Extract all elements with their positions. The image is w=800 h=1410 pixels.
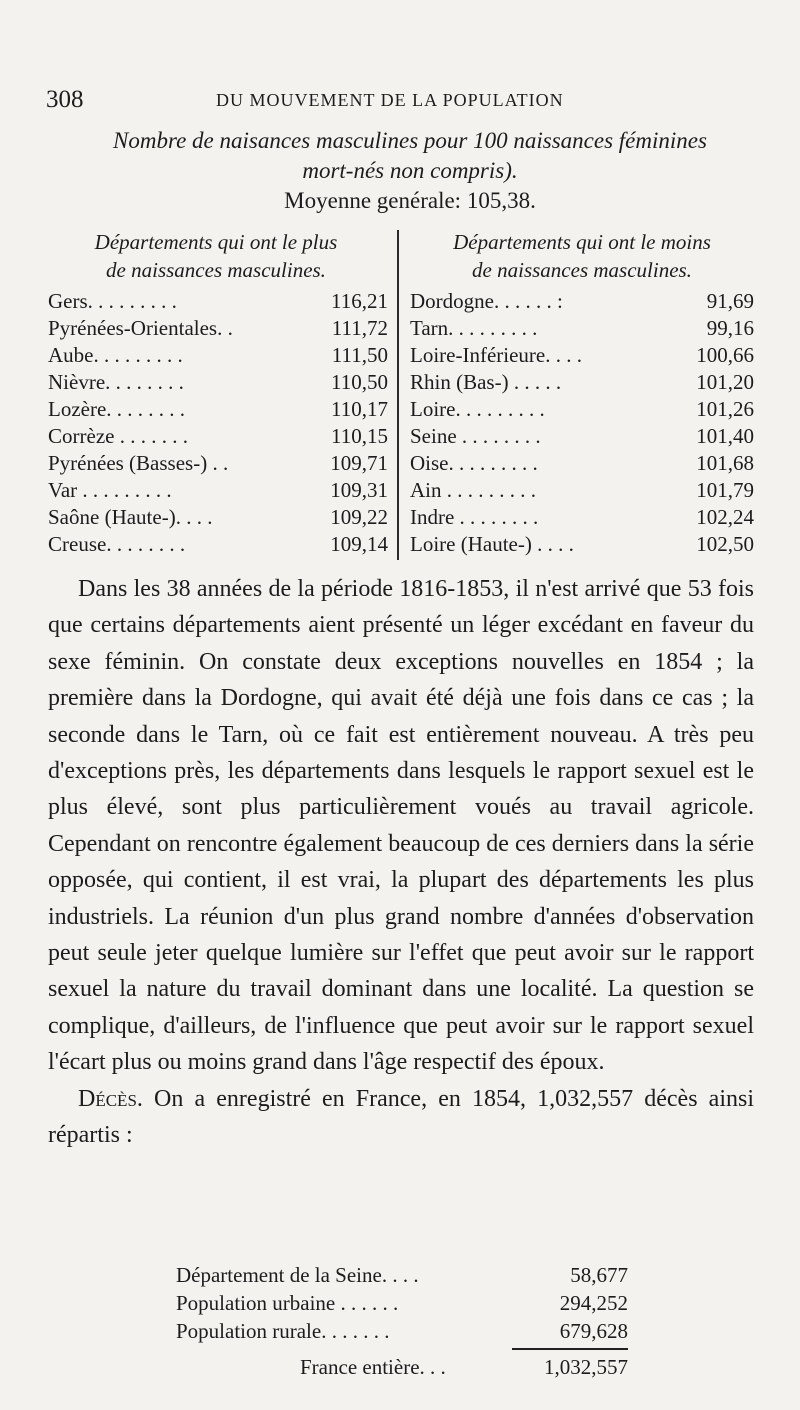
table-row <box>410 423 754 450</box>
left-heading-line-1: Départements qui ont le plus <box>94 230 338 254</box>
department-name: Ain . . . . . . . . . <box>410 478 536 502</box>
running-title: DU MOUVEMENT DE LA POPULATION <box>216 90 564 110</box>
general-average: Moyenne genérale: 105,38. <box>284 188 536 213</box>
table-row <box>410 342 754 369</box>
sum-rule <box>512 1348 628 1350</box>
department-name: Lozère. . . . . . . . <box>48 397 186 421</box>
ratio-value: 101,40 <box>696 424 754 448</box>
table-row <box>410 450 754 477</box>
table-row <box>410 531 754 558</box>
department-name: Dordogne. . . . . . : <box>410 289 563 313</box>
ratio-value: 110,50 <box>331 370 388 394</box>
right-heading-line-1: Départements qui ont le moins <box>453 230 711 254</box>
table-row <box>410 369 754 396</box>
table-row <box>410 477 754 504</box>
table-row <box>410 315 754 342</box>
page-header <box>46 86 760 120</box>
right-heading-line-2: de naissances masculines. <box>472 258 692 282</box>
department-name: Nièvre. . . . . . . . <box>48 370 184 394</box>
ratio-value: 101,20 <box>696 370 754 394</box>
column-divider <box>397 230 399 560</box>
table-row <box>48 369 388 396</box>
table-row <box>48 288 388 315</box>
ratio-value: 101,68 <box>696 451 754 475</box>
table-row <box>48 477 388 504</box>
deaths-summary <box>176 1262 628 1382</box>
left-column-heading <box>46 228 386 284</box>
table-row <box>48 396 388 423</box>
table-row <box>410 504 754 531</box>
department-name: Loire-Inférieure. . . . <box>410 343 582 367</box>
department-name: Seine . . . . . . . . <box>410 424 541 448</box>
summary-row <box>176 1318 628 1345</box>
left-heading-line-2: de naissances masculines. <box>106 258 326 282</box>
total-label: France entière. . . <box>300 1355 446 1379</box>
department-name: Oise. . . . . . . . . <box>410 451 538 475</box>
department-name: Saône (Haute-). . . . <box>48 505 213 529</box>
table-row <box>48 342 388 369</box>
department-name: Gers. . . . . . . . . <box>48 289 177 313</box>
summary-value: 58,677 <box>570 1263 628 1287</box>
table-row <box>410 396 754 423</box>
table-row <box>48 450 388 477</box>
summary-row <box>176 1262 628 1289</box>
summary-value: 679,628 <box>559 1319 628 1343</box>
department-name: Rhin (Bas-) . . . . . <box>410 370 562 394</box>
department-name: Aube. . . . . . . . . <box>48 343 183 367</box>
table-row <box>410 288 754 315</box>
ratio-value: 109,31 <box>330 478 388 502</box>
table-row <box>48 504 388 531</box>
department-name: Corrèze . . . . . . . <box>48 424 188 448</box>
table-row <box>48 315 388 342</box>
ratio-value: 110,15 <box>331 424 388 448</box>
department-name: Creuse. . . . . . . . <box>48 532 186 556</box>
paragraph-sex-ratio: Dans les 38 années de la période 1816-1853, il n'est arrivé que 53 fois que certains départements aient présenté un léger excédant en faveur du sexe féminin. On constate deux exceptions nouvelles en 1854 ; la première dans la Dordogne, qui avait été déjà une fois dans ce cas ; la seconde dans le Tarn, où ce fait est entièrement nouveau. A très peu d'exceptions près, les départements dans lesquels le rapport sexuel est le plus élevé, sont plus particulièrement voués au travail agricole. Cependant on rencontre également beaucoup de ces derniers dans la série opposée, qui contient, il est vrai, la plupart des départements les plus industriels. La réunion d'un plus grand nombre d'années d'observation peut seule jeter quelque lumière sur l'effet que peut avoir sur le rapport sexuel la nature du travail dominant dans une localité. La question se complique, d'ailleurs, de l'influence que peut avoir sur le rapport sexuel l'écart plus ou moins grand dans l'âge respectif des époux. <box>48 576 754 1076</box>
deces-heading: Décès. <box>78 1085 143 1112</box>
summary-value: 294,252 <box>559 1291 628 1315</box>
table-row <box>48 531 388 558</box>
ratio-value: 99,16 <box>706 316 754 340</box>
table-row <box>48 423 388 450</box>
ratio-value: 111,72 <box>331 316 388 340</box>
ratio-value: 109,22 <box>330 505 388 529</box>
table-caption-line-1: Nombre de naisances masculines pour 100 naissances féminines <box>113 128 707 153</box>
department-name: Loire (Haute-) . . . . <box>410 532 574 556</box>
ratio-value: 116,21 <box>331 289 388 313</box>
table-caption-line-2: mort-nés non compris). <box>302 158 518 183</box>
department-name: Var . . . . . . . . . <box>48 478 172 502</box>
department-name: Tarn. . . . . . . . . <box>410 316 538 340</box>
ratio-value: 111,50 <box>331 343 388 367</box>
summary-label: Population rurale. . . . . . . <box>176 1319 390 1343</box>
body-text <box>48 571 754 1154</box>
total-value: 1,032,557 <box>544 1355 628 1379</box>
paragraph-deaths <box>48 1081 754 1154</box>
department-name: Indre . . . . . . . . <box>410 505 539 529</box>
summary-label: Population urbaine . . . . . . <box>176 1291 399 1315</box>
department-name: Pyrénées (Basses-) . . <box>48 451 229 475</box>
total-row <box>300 1354 628 1381</box>
ratio-value: 100,66 <box>696 343 754 367</box>
department-name: Loire. . . . . . . . . <box>410 397 545 421</box>
right-column-heading <box>410 228 754 284</box>
ratio-value: 102,50 <box>696 532 754 556</box>
summary-label: Département de la Seine. . . . <box>176 1263 419 1287</box>
ratio-value: 101,26 <box>696 397 754 421</box>
ratio-value: 109,71 <box>330 451 388 475</box>
ratio-value: 109,14 <box>330 532 388 556</box>
ratio-value: 91,69 <box>706 289 754 313</box>
summary-row <box>176 1290 628 1317</box>
page-number: 308 <box>46 86 84 113</box>
deces-text: On a enregistré en France, en 1854, 1,032,557 décès ainsi répartis : <box>48 1085 754 1149</box>
ratio-value: 102,24 <box>696 505 754 529</box>
ratio-value: 101,79 <box>696 478 754 502</box>
departments-table <box>46 228 754 564</box>
ratio-value: 110,17 <box>331 397 388 421</box>
department-name: Pyrénées-Orientales. . <box>48 316 233 340</box>
